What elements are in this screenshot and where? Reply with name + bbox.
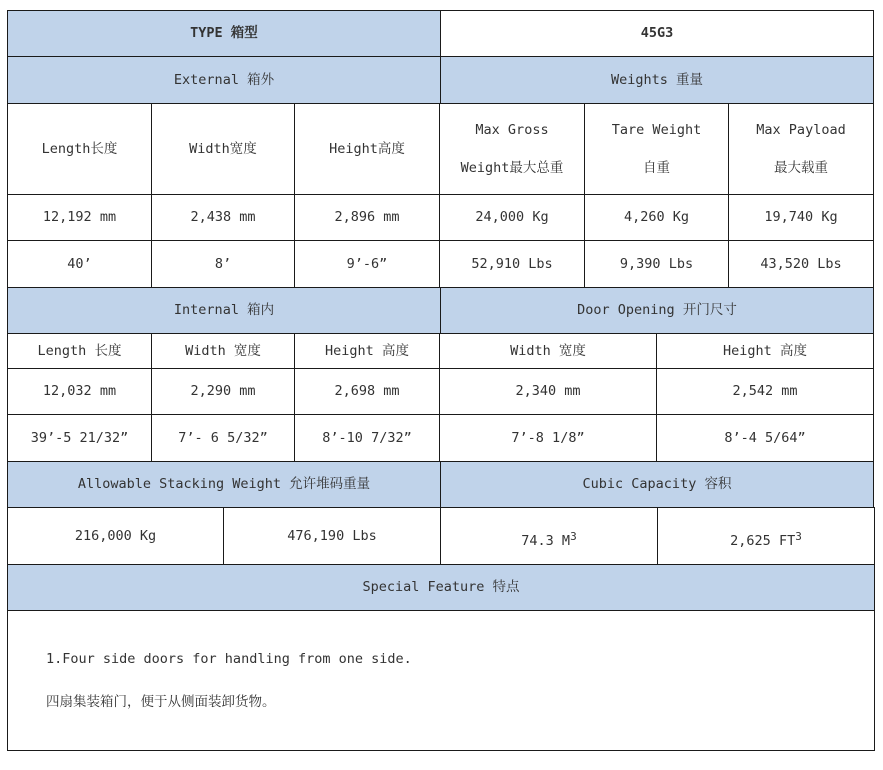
- max-gross-imperial: 52,910 Lbs: [439, 240, 585, 288]
- external-width-metric: 2,438 mm: [151, 194, 295, 241]
- section-header-row-2: [8, 288, 875, 334]
- internal-door-imperial-row: [8, 415, 875, 462]
- special-header: Special Feature 特点: [7, 564, 875, 611]
- door-width-imperial: 7’-8 1/8”: [439, 414, 657, 462]
- internal-width-imperial: 7’- 6 5/32”: [151, 414, 295, 462]
- door-height-imperial: 8’-4 5/64”: [656, 414, 874, 462]
- internal-header: Internal 箱内: [7, 287, 441, 334]
- external-width-imperial: 8’: [151, 240, 295, 288]
- special-line-2: 四扇集装箱门，便于从侧面装卸货物。: [46, 693, 276, 710]
- max-payload-metric: 19,740 Kg: [728, 194, 874, 241]
- type-value: 45G3: [440, 10, 874, 57]
- external-header: External 箱外: [7, 56, 441, 104]
- weights-header: Weights 重量: [440, 56, 874, 104]
- door-width-metric: 2,340 mm: [439, 368, 657, 415]
- internal-height-metric: 2,698 mm: [294, 368, 440, 415]
- cubic-metric-value: 74.3 M: [521, 532, 571, 549]
- cubic-imperial-value: 2,625 FT: [730, 532, 796, 549]
- external-length-label: Length长度: [7, 103, 152, 195]
- external-length-metric: 12,192 mm: [7, 194, 152, 241]
- external-weights-imperial-row: [8, 241, 875, 288]
- type-label: TYPE 箱型: [7, 10, 441, 57]
- internal-door-metric-row: [8, 369, 875, 415]
- cubic-header: Cubic Capacity 容积: [440, 461, 874, 508]
- max-payload-line2: 最大载重: [774, 160, 828, 176]
- internal-length-imperial: 39’-5 21/32”: [7, 414, 152, 462]
- max-payload-label: [728, 103, 874, 195]
- internal-length-metric: 12,032 mm: [7, 368, 152, 415]
- special-header-row: [8, 565, 875, 611]
- tare-weight-label: [584, 103, 729, 195]
- max-gross-line2: Weight最大总重: [460, 160, 564, 176]
- cubic-metric: [440, 507, 658, 565]
- tare-weight-imperial: 9,390 Lbs: [584, 240, 729, 288]
- door-width-label: Width 宽度: [439, 333, 657, 369]
- cubic-imperial: [657, 507, 875, 565]
- tare-weight-line2: 自重: [643, 160, 670, 176]
- type-row: [8, 11, 875, 57]
- max-gross-line1: Max Gross: [475, 121, 549, 138]
- max-payload-imperial: 43,520 Lbs: [728, 240, 874, 288]
- special-content: [7, 610, 875, 751]
- max-gross-label: [439, 103, 585, 195]
- internal-length-label: Length 长度: [7, 333, 152, 369]
- internal-height-label: Height 高度: [294, 333, 440, 369]
- external-height-label: Height高度: [294, 103, 440, 195]
- external-width-label: Width宽度: [151, 103, 295, 195]
- stacking-cubic-values: [8, 508, 875, 565]
- door-header: Door Opening 开门尺寸: [440, 287, 874, 334]
- internal-door-labels: [8, 334, 875, 369]
- external-height-imperial: 9’-6”: [294, 240, 440, 288]
- max-payload-line1: Max Payload: [756, 121, 846, 138]
- stacking-kg: 216,000 Kg: [7, 507, 224, 565]
- max-gross-metric: 24,000 Kg: [439, 194, 585, 241]
- section-header-row-1: [8, 57, 875, 104]
- stacking-lbs: 476,190 Lbs: [223, 507, 441, 565]
- external-weights-metric-row: [8, 195, 875, 241]
- door-height-label: Height 高度: [656, 333, 874, 369]
- external-length-imperial: 40’: [7, 240, 152, 288]
- section-header-row-3: [8, 462, 875, 508]
- external-height-metric: 2,896 mm: [294, 194, 440, 241]
- tare-weight-line1: Tare Weight: [611, 121, 702, 138]
- tare-weight-metric: 4,260 Kg: [584, 194, 729, 241]
- cubic-metric-exp: 3: [570, 530, 577, 544]
- stacking-header: Allowable Stacking Weight 允许堆码重量: [7, 461, 441, 508]
- internal-width-label: Width 宽度: [151, 333, 295, 369]
- special-line-1: 1.Four side doors for handling from one side.: [46, 651, 412, 668]
- cubic-imperial-exp: 3: [795, 530, 802, 544]
- external-weights-labels: [8, 104, 875, 195]
- special-content-row: [8, 611, 875, 751]
- internal-height-imperial: 8’-10 7/32”: [294, 414, 440, 462]
- door-height-metric: 2,542 mm: [656, 368, 874, 415]
- internal-width-metric: 2,290 mm: [151, 368, 295, 415]
